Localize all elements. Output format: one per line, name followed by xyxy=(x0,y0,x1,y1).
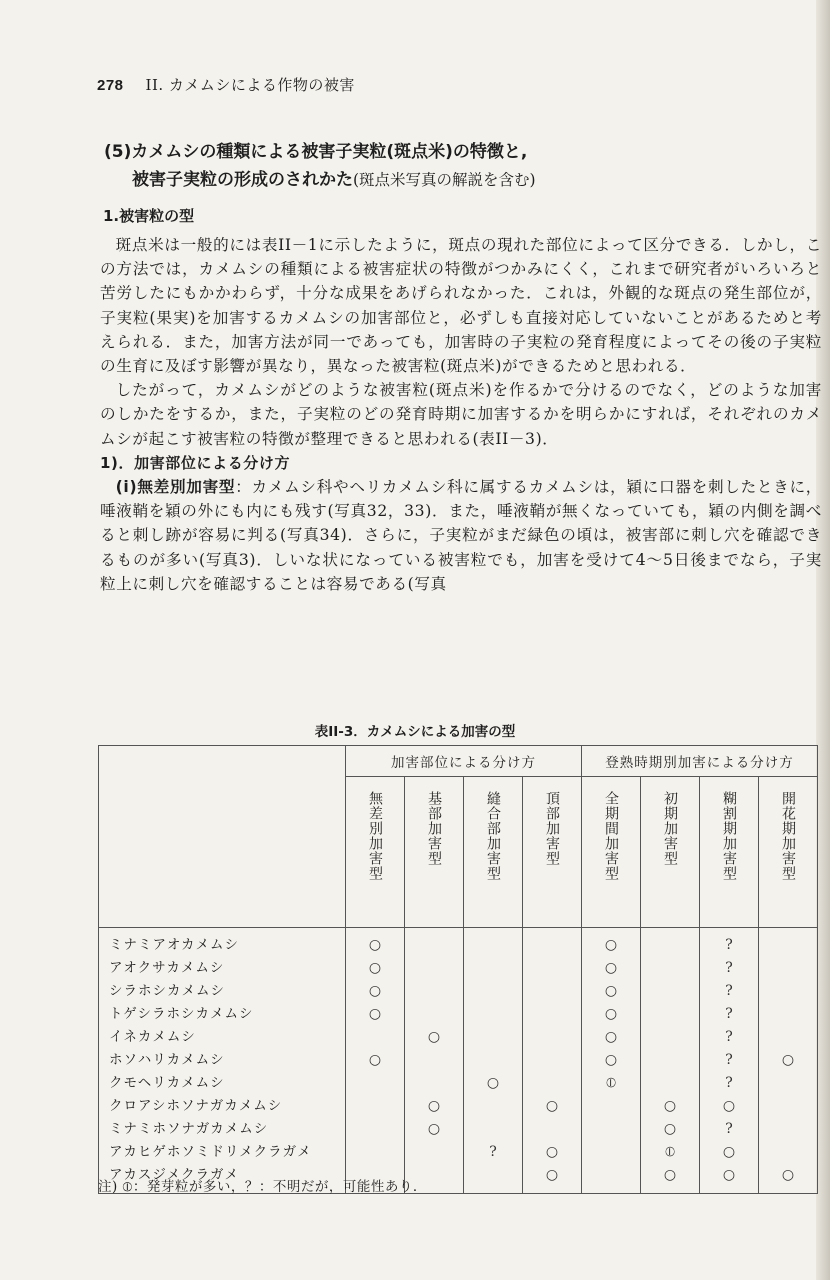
table-mark xyxy=(405,957,463,980)
section-title-line2-wrap xyxy=(104,166,536,194)
table-body-row xyxy=(99,928,818,1194)
subheading-by-site: 1)．加害部位による分け方 xyxy=(100,453,291,472)
table-mark xyxy=(523,1049,581,1072)
table-mark: ○ xyxy=(722,1167,736,1183)
table-mark xyxy=(582,1118,640,1141)
table-mark: ○ xyxy=(545,1167,559,1183)
species-name: ホソハリカメムシ xyxy=(109,1052,225,1068)
col-header: 初期加害型 xyxy=(641,777,700,928)
table-mark xyxy=(641,1026,699,1049)
table-mark: ? xyxy=(725,983,733,999)
table-mark xyxy=(523,980,581,1003)
species-names xyxy=(99,928,346,1194)
table-mark xyxy=(464,1095,522,1118)
table-mark xyxy=(641,957,699,980)
table-mark: ○ xyxy=(368,937,382,953)
table-mark: ○ xyxy=(604,1006,618,1022)
table-mark xyxy=(759,1026,817,1049)
table-mark xyxy=(464,957,522,980)
table-mark: ○ xyxy=(604,1029,618,1045)
table-caption: 表II-3．カメムシによる加害の型 xyxy=(314,724,516,740)
table-mark xyxy=(523,1118,581,1141)
table-mark xyxy=(523,1003,581,1026)
paragraph-3-text: ：カメムシ科やヘリカメムシ科に属するカメムシは，穎に口器を刺したときに，唾液鞘を穎の外にも内にも残す(写真32，33)．また，唾液鞘が無くなっていても，穎の内側を調べると刺し跡が容易に判る(写真34)．さらに，子実粒がまだ緑色の頃は，被害部に刺し穴を確認できるものが多い(写真3)．しいな状になっている被害粒でも，加害を受けて4～5日後までなら，子実粒上に刺し穴を確認することは容易である(写真 xyxy=(100,478,822,593)
species-name: トゲシラホシカメムシ xyxy=(109,1006,254,1022)
table-mark xyxy=(759,1072,817,1095)
table-mark xyxy=(346,1072,404,1095)
col-header: 全期間加害型 xyxy=(582,777,641,928)
table-mark xyxy=(759,1118,817,1141)
table-mark: ⦶ xyxy=(664,1144,676,1160)
table-mark xyxy=(641,1003,699,1026)
table-mark xyxy=(405,1049,463,1072)
table-mark: ○ xyxy=(368,1052,382,1068)
running-header xyxy=(97,74,355,95)
table-mark: ○ xyxy=(486,1075,500,1091)
section-title-line2: 被害子実粒の形成のされかた xyxy=(132,170,353,190)
table-mark: ○ xyxy=(663,1167,677,1183)
table-mark: ? xyxy=(725,960,733,976)
table-mark xyxy=(759,957,817,980)
body-text xyxy=(100,233,822,596)
table-mark xyxy=(405,1072,463,1095)
table-mark xyxy=(346,1141,404,1164)
table-mark xyxy=(405,934,463,957)
table-mark: ? xyxy=(725,1006,733,1022)
table-mark xyxy=(523,1026,581,1049)
table-mark: ○ xyxy=(604,983,618,999)
table-mark: ? xyxy=(725,1075,733,1091)
table-mark: ○ xyxy=(368,960,382,976)
species-name: ミナミホソナガカメムシ xyxy=(109,1121,269,1137)
table-mark: ○ xyxy=(545,1144,559,1160)
species-name: アカスジメクラガメ xyxy=(109,1167,239,1183)
table-mark: ○ xyxy=(781,1052,795,1068)
table-mark: ○ xyxy=(722,1144,736,1160)
table-mark xyxy=(464,1026,522,1049)
table-mark xyxy=(405,1141,463,1164)
table-mark xyxy=(464,980,522,1003)
table-mark xyxy=(759,980,817,1003)
section-title-line1: (5)カメムシの種類による被害子実粒(斑点米)の特徴と, xyxy=(104,142,528,162)
table-mark xyxy=(641,1049,699,1072)
table-mark xyxy=(759,934,817,957)
marks-col-8 xyxy=(759,928,818,1194)
section-title-paren: (斑点米写真の解説を含む) xyxy=(353,171,536,189)
species-name: クロアシホソナガカメムシ xyxy=(109,1098,283,1114)
table-mark: ○ xyxy=(663,1121,677,1137)
table-mark: ○ xyxy=(604,960,618,976)
table-mark: ○ xyxy=(368,983,382,999)
table-mark: ○ xyxy=(663,1098,677,1114)
table-mark: ○ xyxy=(427,1121,441,1137)
marks-col-6 xyxy=(641,928,700,1194)
table-corner xyxy=(99,746,346,928)
table-mark: ○ xyxy=(604,1052,618,1068)
table-mark xyxy=(641,1072,699,1095)
marks-col-4 xyxy=(523,928,582,1194)
table-mark xyxy=(759,1003,817,1026)
table-mark xyxy=(464,1164,522,1187)
table-mark xyxy=(464,1118,522,1141)
table-mark xyxy=(405,980,463,1003)
table-mark xyxy=(523,957,581,980)
group-header-site: 加害部位による分け方 xyxy=(346,746,582,777)
page-number: 278 xyxy=(97,77,124,94)
page-edge-shadow xyxy=(816,0,830,1280)
table-mark xyxy=(641,980,699,1003)
paragraph-2: したがって，カメムシがどのような被害粒(斑点米)を作るかで分けるのでなく，どのような加害のしかたをするか，また，子実粒のどの発育時期に加害するかを明らかにすれば，それぞれのカメムシが起こす被害粒の特徴が整理できると思われる(表II－3)． xyxy=(100,381,822,448)
table-mark xyxy=(759,1141,817,1164)
group-header-period: 登熟時期別加害による分け方 xyxy=(582,746,818,777)
table-mark: ? xyxy=(725,1052,733,1068)
table-mark: ○ xyxy=(604,937,618,953)
paragraph-1: 斑点米は一般的には表II－1に示したように，斑点の現れた部位によって区分できる．しかし，この方法では，カメムシの種類による被害症状の特徴がつかみにくく，これまで研究者がいろいろと苦労したにもかかわらず，十分な成果をあげられなかった．これは，外観的な斑点の発生部位が，子実粒(果実)を加害するカメムシの加害部位と，必ずしも直接対応していないことがあるためと考えられる．また，加害方法が同一であっても，加害時の子実粒の発育程度によってその後の子実粒の生育に及ぼす影響が異なり，異なった被害粒(斑点米)ができるためと思われる． xyxy=(100,236,822,376)
col-header: 縫合部加害型 xyxy=(464,777,523,928)
species-name: ミナミアオカメムシ xyxy=(109,937,239,953)
chapter-title: II. カメムシによる作物の被害 xyxy=(145,76,355,94)
table-mark: ○ xyxy=(368,1006,382,1022)
table-mark xyxy=(346,1118,404,1141)
table-mark xyxy=(464,934,522,957)
paragraph-3-lead: (ⅰ)無差別加害型 xyxy=(115,478,236,497)
table-mark xyxy=(523,934,581,957)
table-mark: ○ xyxy=(427,1029,441,1045)
table-mark xyxy=(582,1164,640,1187)
col-header: 糊割期加害型 xyxy=(700,777,759,928)
marks-col-3 xyxy=(464,928,523,1194)
species-name: クモヘリカメムシ xyxy=(109,1075,225,1091)
marks-col-2 xyxy=(405,928,464,1194)
table-mark xyxy=(464,1049,522,1072)
table-mark xyxy=(641,934,699,957)
marks-col-1 xyxy=(346,928,405,1194)
table-mark: ? xyxy=(725,1029,733,1045)
marks-col-7 xyxy=(700,928,759,1194)
table-mark xyxy=(464,1003,522,1026)
table-mark xyxy=(759,1095,817,1118)
table-mark: ? xyxy=(725,937,733,953)
col-header: 基部加害型 xyxy=(405,777,464,928)
marks-col-5 xyxy=(582,928,641,1194)
table-mark: ○ xyxy=(427,1098,441,1114)
table-mark xyxy=(582,1141,640,1164)
table-mark: ○ xyxy=(781,1167,795,1183)
paragraph-3 xyxy=(100,475,822,596)
species-name: アオクサカメムシ xyxy=(109,960,225,976)
table-mark: ○ xyxy=(545,1098,559,1114)
species-name: シラホシカメムシ xyxy=(109,983,225,999)
table-mark xyxy=(405,1003,463,1026)
col-header: 無差別加害型 xyxy=(346,777,405,928)
table-mark xyxy=(582,1095,640,1118)
table-mark xyxy=(346,1095,404,1118)
table-mark: ○ xyxy=(722,1098,736,1114)
table-note: 注) ⦶：発芽粒が多い，？：不明だが，可能性あり． xyxy=(98,1179,427,1195)
species-name: アカヒゲホソミドリメクラガメ xyxy=(109,1144,312,1160)
heading-damage-types: 1.被害粒の型 xyxy=(103,207,195,225)
table-mark xyxy=(523,1072,581,1095)
col-header: 頂部加害型 xyxy=(523,777,582,928)
table-mark: ? xyxy=(725,1121,733,1137)
table-mark xyxy=(346,1026,404,1049)
table-mark: ? xyxy=(489,1144,497,1160)
species-name: イネカメムシ xyxy=(109,1029,196,1045)
table-mark: ⦶ xyxy=(605,1075,617,1091)
section-title xyxy=(104,138,536,194)
col-header: 開花期加害型 xyxy=(759,777,818,928)
table-group-row xyxy=(99,746,818,777)
damage-type-table xyxy=(98,745,818,1194)
